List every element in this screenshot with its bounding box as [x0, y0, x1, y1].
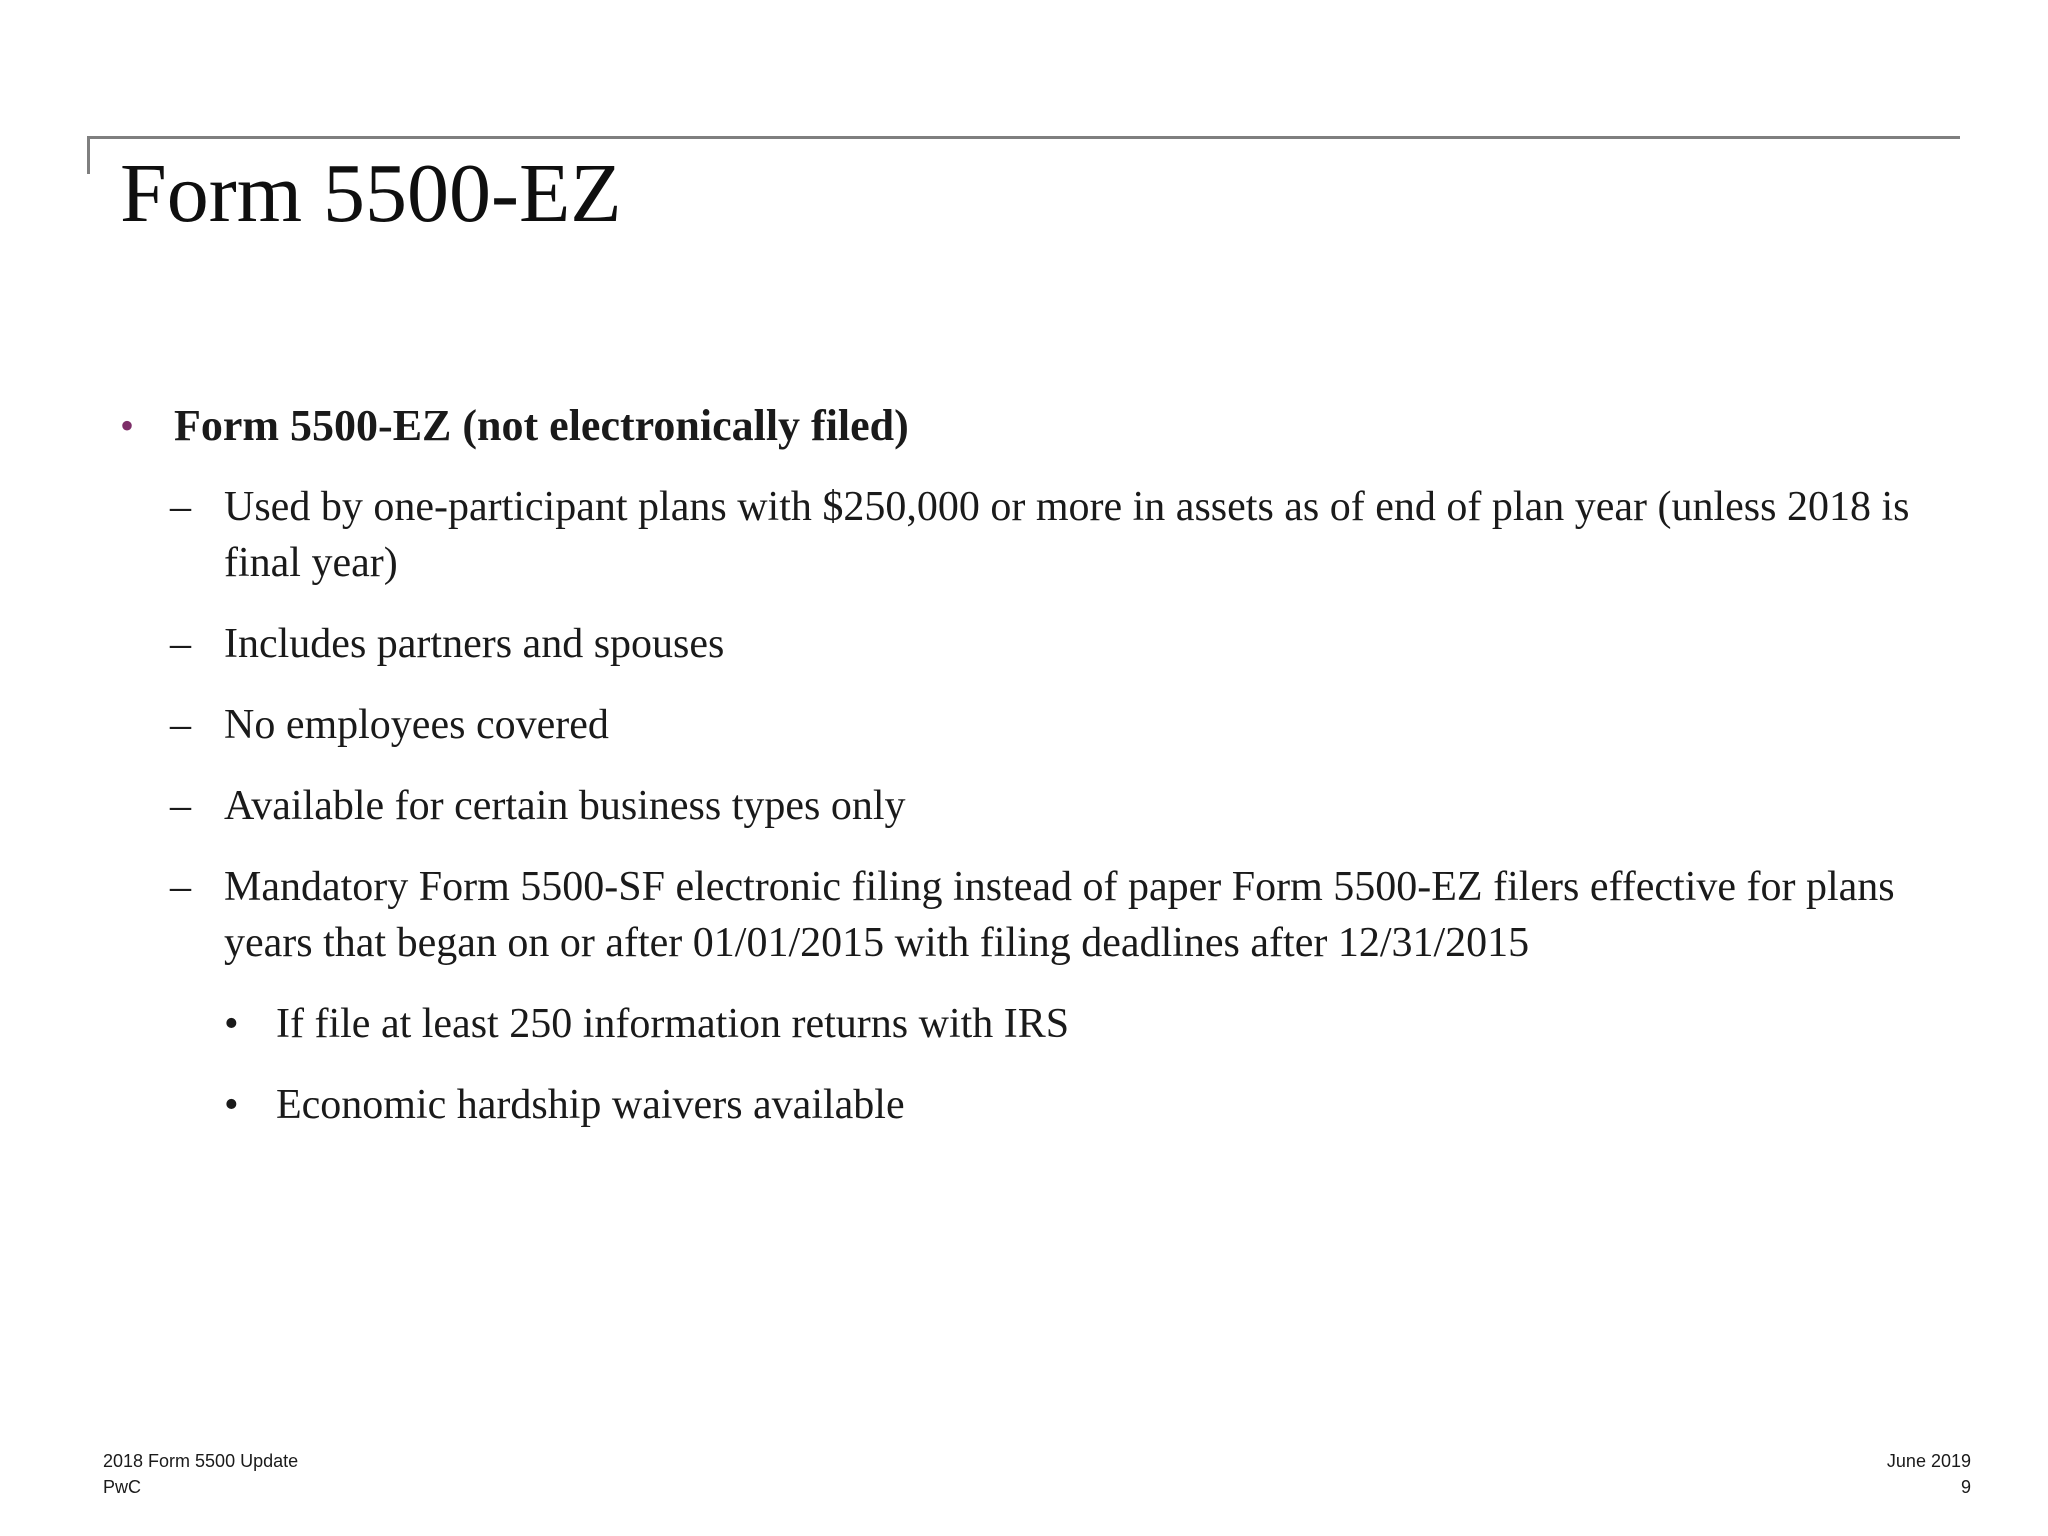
dash-marker: – — [170, 783, 191, 829]
dash-marker: – — [170, 864, 191, 910]
bullet-marker: • — [224, 1001, 239, 1047]
bullet-marker: • — [224, 1082, 239, 1128]
sub-bullet-text: Available for certain business types only — [224, 783, 906, 829]
footer-right — [1887, 1448, 1971, 1500]
footer-left — [103, 1448, 298, 1500]
dash-marker: – — [170, 621, 191, 667]
sub-bullet — [120, 479, 1950, 591]
sub-bullet — [120, 697, 1950, 753]
slide-title: Form 5500-EZ — [120, 147, 622, 240]
sub-bullet-list — [120, 479, 1950, 1133]
main-bullet — [120, 398, 1950, 454]
sub-bullet-text: Mandatory Form 5500-SF electronic filing instead of paper Form 5500-EZ filers effective for plans years that began on or after 01/01/2015 with filing deadlines after 12/31/2015 — [224, 864, 1895, 966]
footer-company: PwC — [103, 1477, 142, 1497]
sub-bullet — [120, 616, 1950, 672]
footer-date: June 2019 — [1886, 1451, 1971, 1471]
bullet-marker: • — [120, 403, 135, 448]
dash-marker: – — [170, 484, 191, 530]
main-bullet-text: Form 5500-EZ (not electronically filed) — [174, 401, 909, 450]
nested-bullet-text: Economic hardship waivers available — [276, 1082, 905, 1128]
sub-bullet-text: Includes partners and spouses — [224, 621, 725, 667]
page-number: 9 — [1960, 1477, 1971, 1497]
dash-marker: – — [170, 702, 191, 748]
sub-bullet — [120, 859, 1950, 1133]
title-rule-vertical — [87, 136, 90, 174]
sub-bullet-text: No employees covered — [224, 702, 609, 748]
nested-bullet — [224, 996, 1950, 1052]
footer-presentation-title: 2018 Form 5500 Update — [103, 1451, 299, 1471]
nested-bullet — [224, 1077, 1950, 1133]
nested-bullet-text: If file at least 250 information returns with IRS — [276, 1001, 1070, 1047]
nested-bullet-list — [224, 996, 1950, 1133]
sub-bullet — [120, 778, 1950, 834]
sub-bullet-text: Used by one-participant plans with $250,000 or more in assets as of end of plan year (unless 2018 is final year) — [224, 484, 1910, 586]
slide-content — [120, 398, 1950, 1133]
